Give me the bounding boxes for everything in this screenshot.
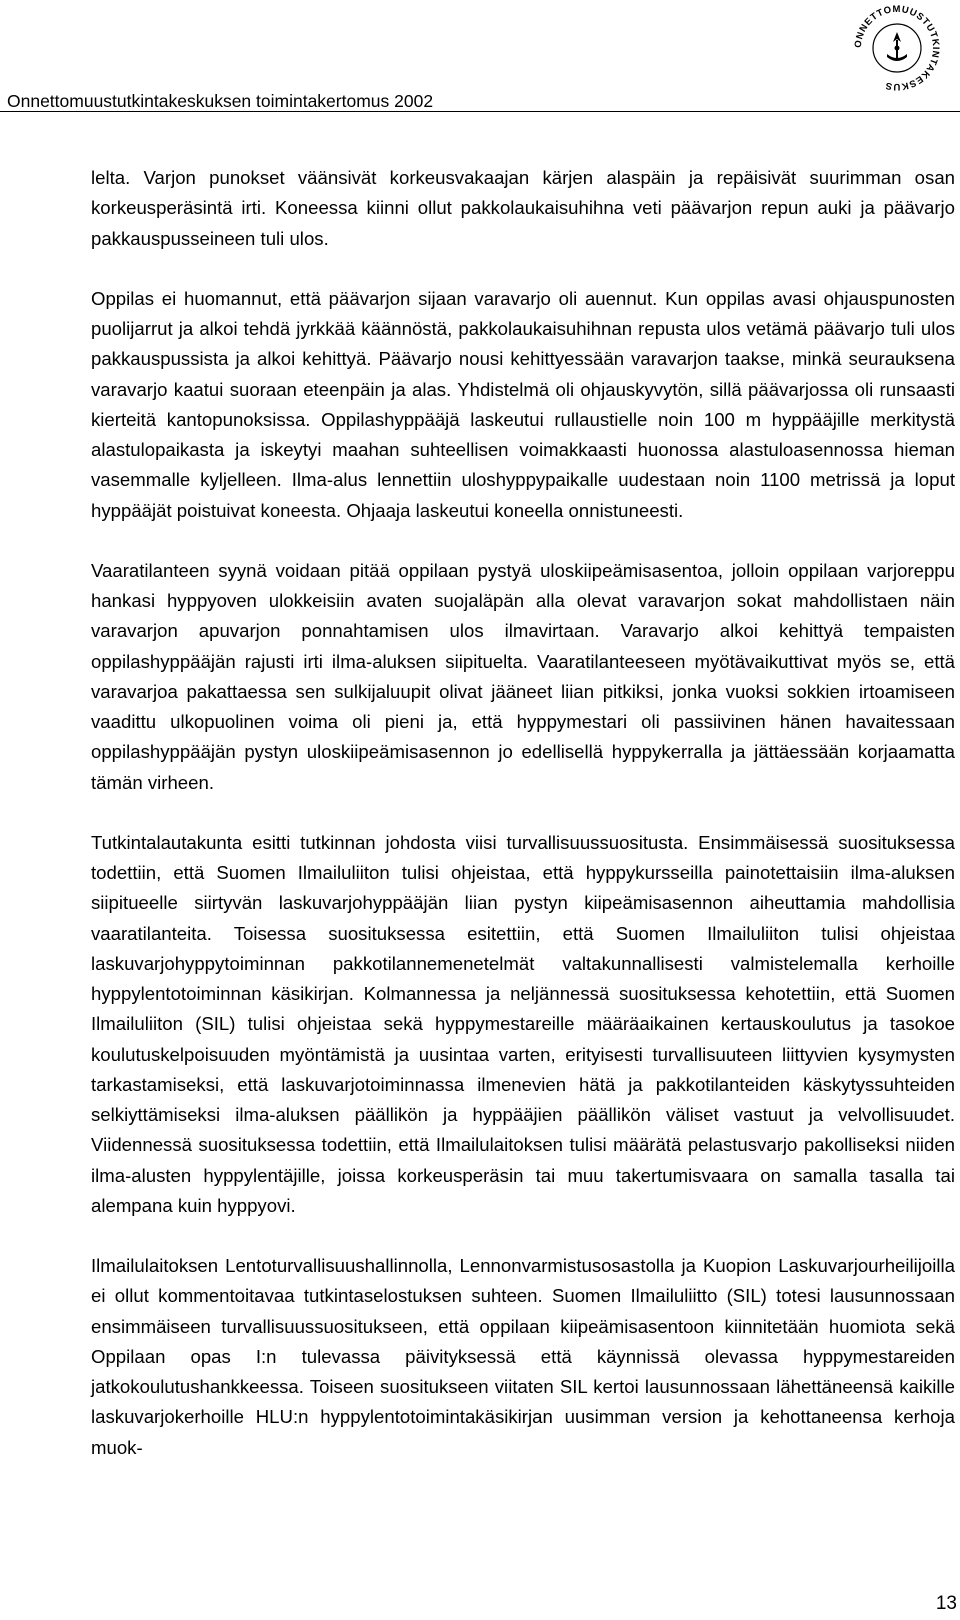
page-header: [0, 0, 960, 112]
page-number: 13: [935, 1593, 957, 1614]
paragraph-2: Oppilas ei huomannut, että päävarjon sijaan varavarjo oli auennut. Kun oppilas avasi ohjauspunosten puolijarrut ja alkoi tehdä jyrkkää käännöstä, pakkolaukaisuhihnan repusta ulos vetämä päävarjo tuli ulos pakkauspussista ja alkoi kehittyä. Päävarjo nousi kehittyessään varavarjon taakse, minkä seurauksena varavarjo kaatui suoraan eteenpäin ja alas. Yhdistelmä oli ohjauskyvytön, sillä päävarjossa oli runsaasti kierteitä kantopunoksissa. Oppilashyppääjä laskeutui rullaustielle noin 100 m hyppääjille merkitystä alastulopaikasta ja iskeytyi maahan suhteellisen voimakkaasti huonossa alastuloasennossa hieman vasemmalle kyljelleen. Ilma-alus lennettiin uloshyppypaikalle uudestaan noin 1100 metrissä ja loput hyppääjät poistuivat koneesta. Ohjaaja laskeutui koneella onnistuneesti.: [91, 287, 955, 521]
paragraph-5: Ilmailulaitoksen Lentoturvallisuushallinnolla, Lennonvarmistusosastolla ja Kuopion Laskuvarjourheilijoilla ei ollut kommentoitavaa tutkintaselostuksen suhteen. Suomen Ilmailuliitto (SIL) totesi lausunnossaan ensimmäiseen turvallisuussuositukseen, että oppilaan kiipeämisasentoon kiinnitetään huomiota sekä Oppilaan opas I:n tulevassa päivityksessä että käynnissä olevassa hyppymestareiden jatkokoulutushankkeessa. Toiseen suositukseen viitaten SIL kertoi lausunnossaan lähettäneensä kaikille laskuvarjokerhoille HLU:n hyppylentotoimintakäsikirjan uusimman version ja kehottaneensa kerhoja muok-: [91, 1255, 955, 1458]
header-divider: [0, 111, 960, 112]
seal-logo-icon: [837, 2, 955, 92]
svg-text:ONNETTOMUUSTUTKINTAKESKUS: ONNETTOMUUSTUTKINTAKESKUS: [852, 3, 942, 92]
paragraph-3: Vaaratilanteen syynä voidaan pitää oppilaan pystyä uloskiipeämisasentoa, jolloin oppilaan varjoreppu hankasi hyppyoven ulokkeisiin avaten suojaläpän alla olevat varavarjon sokat mahdollistaen näin varavarjon apuvarjon ponnahtamisen ulos ilmavirtaan. Varavarjo alkoi kehittyä tempaisten oppilashyppääjän rajusti irti ilma-aluksen siipituelta. Vaaratilanteeseen myötävaikuttivat myös se, että varavarjoa pakattaessa sen sulkijaluupit olivat jääneet liian pitkiksi, jonka vuoksi sokkien irtoamiseen vaadittu ulkopuolinen voima oli pieni ja, että hyppymestari oli passiivinen hänen havaitessaan oppilashyppääjän pystyn uloskiipeämisasennon jo edellisellä hyppykerralla ja jättäessään korjaamatta tämän virheen.: [91, 559, 955, 793]
paragraph-4: Tutkintalautakunta esitti tutkinnan johdosta viisi turvallisuussuositusta. Ensimmäisessä suosituksessa todettiin, että Suomen Ilmailuliiton tulisi ohjeistaa, että hyppykursseilla painotettaisiin ilma-aluksen siipitueelle siirtyvän laskuvarjohyppääjän liian pystyn kiipeämisasennon aiheuttamia mahdollisia vaaratilanteita. Toisessa suosituksessa esitettiin, että Suomen Ilmailuliiton tulisi ohjeistaa laskuvarjohyppytoiminnan pakkotilannemenetelmät valtakunnallisesti valmistelemalla kerhoille hyppylentotoiminnan käsikirjan. Kolmannessa ja neljännessä suosituksessa kehotettiin, että Suomen Ilmailuliiton (SIL) tulisi ohjeistaa sekä hyppymestareille määräaikainen kertauskoulutus ja tasokoe koulutuskelpoisuuden myöntämistä ja uusintaa varten, erityisesti turvallisuuteen liittyvien kysymysten tarkastamiseksi, että laskuvarjotoiminnassa ilmenevien hätä ja pakkotilanteiden käskytyssuhteiden selkiyttämiseksi ilma-aluksen päällikön ja hyppääjien päällikön väliset vastuut ja velvollisuudet. Viidennessä suosituksessa todettiin, että Ilmailulaitoksen tulisi määrätä pelastusvarjo pakolliseksi niiden ilma-alusten hyppylentäjille, joissa korkeusperäsin tai muu takertumisvaara on samalla tasalla tai alempana kuin hyppyovi.: [91, 831, 955, 1216]
paragraph-1: lelta. Varjon punokset väänsivät korkeusvakaajan kärjen alaspäin ja repäisivät suurimman osan korkeusperäsintä irti. Koneessa kiinni ollut pakkolaukaisuhihna veti päävarjon repun auki ja päävarjo pakkauspusseineen tuli ulos.: [91, 167, 955, 249]
document-body: [91, 163, 955, 1493]
running-header-title: Onnettomuustutkintakeskuksen toimintakertomus 2002: [7, 91, 434, 111]
